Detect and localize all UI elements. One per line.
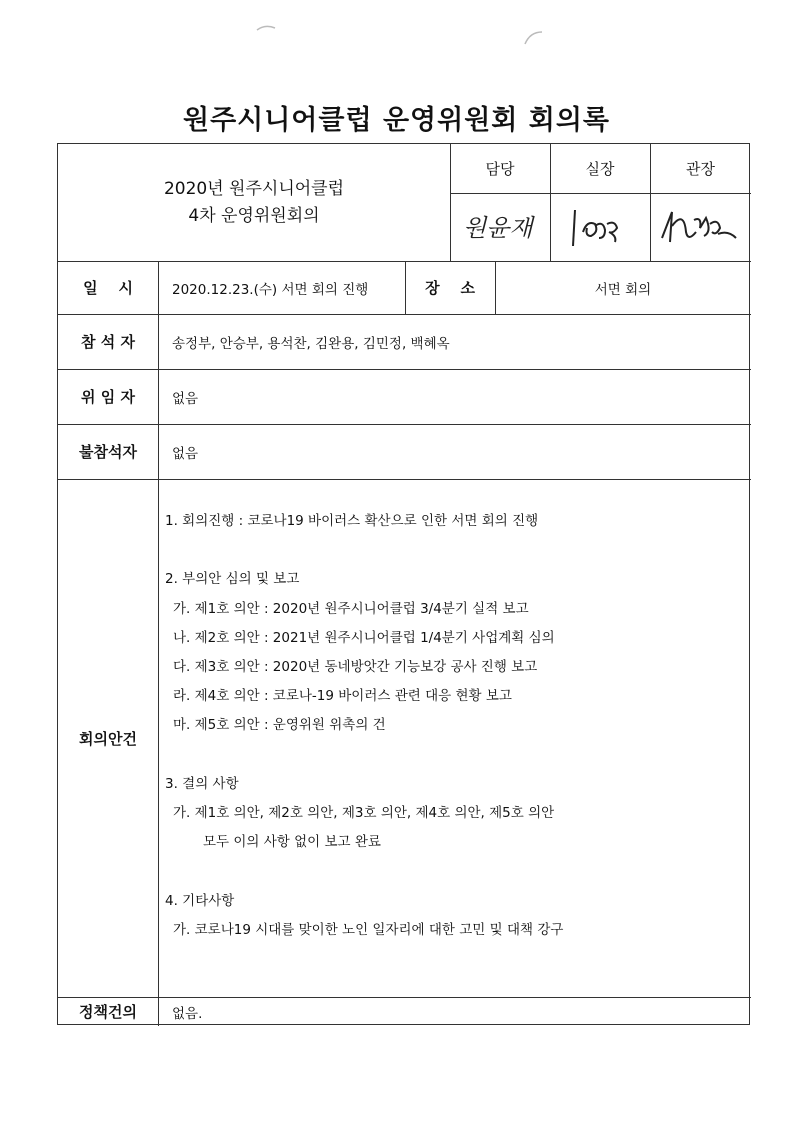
signature-director [650,193,751,261]
agenda-line: 1. 회의진행 : 코로나19 바이러스 확산으로 인한 서면 회의 진행 [165,513,539,529]
document-title: 원주시니어클럽 운영위원회 회의록 [182,105,611,136]
grid-line [58,424,751,425]
agenda-line: 가. 제1호 의안, 제2호 의안, 제3호 의안, 제4호 의안, 제5호 의안 [173,805,555,821]
agenda-line: 모두 이의 사항 없이 보고 완료 [203,834,381,850]
delegate-label: 위 임 자 [81,388,135,406]
approval-col-director: 관장 [686,160,715,178]
minutes-table [57,143,750,1025]
agenda-line: 가. 제1호 의안 : 2020년 원주시니어클럽 3/4분기 실적 보고 [173,601,529,617]
grid-line [450,144,451,261]
attendees-label: 참 석 자 [81,333,135,351]
approval-col-staff: 담당 [485,160,515,178]
agenda-line: 가. 코로나19 시대를 맞이한 노인 일자리에 대한 고민 및 대책 강구 [173,922,564,938]
grid-line [405,261,406,314]
scan-mark-right [522,28,546,48]
grid-line [58,369,751,370]
signature-manager [550,193,650,261]
agenda-line: 3. 결의 사항 [165,776,239,792]
agenda-line: 라. 제4호 의안 : 코로나-19 바이러스 관련 대응 현황 보고 [173,688,512,704]
grid-line [58,314,751,315]
agenda-line: 다. 제3호 의안 : 2020년 동네방앗간 기능보강 공사 진행 보고 [173,659,538,675]
grid-line [58,997,751,998]
grid-line [450,193,751,194]
place-label: 장 소 [425,279,475,297]
agenda-line: 2. 부의안 심의 및 보고 [165,571,300,587]
agenda-line: 마. 제5호 의안 : 운영위원 위촉의 건 [173,717,386,733]
grid-line [650,144,651,261]
agenda-line: 나. 제2호 의안 : 2021년 원주시니어클럽 1/4분기 사업계획 심의 [173,630,555,646]
grid-line [58,479,751,480]
meeting-title-line2: 4차 운영위원회의 [188,205,320,226]
scan-mark-left [255,22,279,36]
absent-label: 불참석자 [79,443,137,461]
date-value: 2020.12.23.(수) 서면 회의 진행 [172,281,369,298]
signature-staff-text: 원윤재 [463,214,533,242]
place-value: 서면 회의 [594,281,652,298]
approval-col-manager: 실장 [585,160,615,178]
grid-line [158,261,159,1026]
attendees-value: 송정부, 안승부, 용석찬, 김완용, 김민정, 백혜옥 [172,335,450,352]
date-label: 일 시 [83,279,133,297]
signature-staff [450,193,550,261]
agenda-label: 회의안건 [79,729,137,748]
agenda-line: 4. 기타사항 [165,893,235,909]
grid-line [550,144,551,261]
grid-line [495,261,496,314]
absent-value: 없음 [172,445,199,462]
policy-value: 없음. [172,1005,203,1022]
meeting-title-cell [58,144,450,261]
meeting-title-line1: 2020년 원주시니어클럽 [163,178,345,199]
delegate-value: 없음 [172,390,199,407]
policy-label: 정책건의 [79,1003,137,1021]
